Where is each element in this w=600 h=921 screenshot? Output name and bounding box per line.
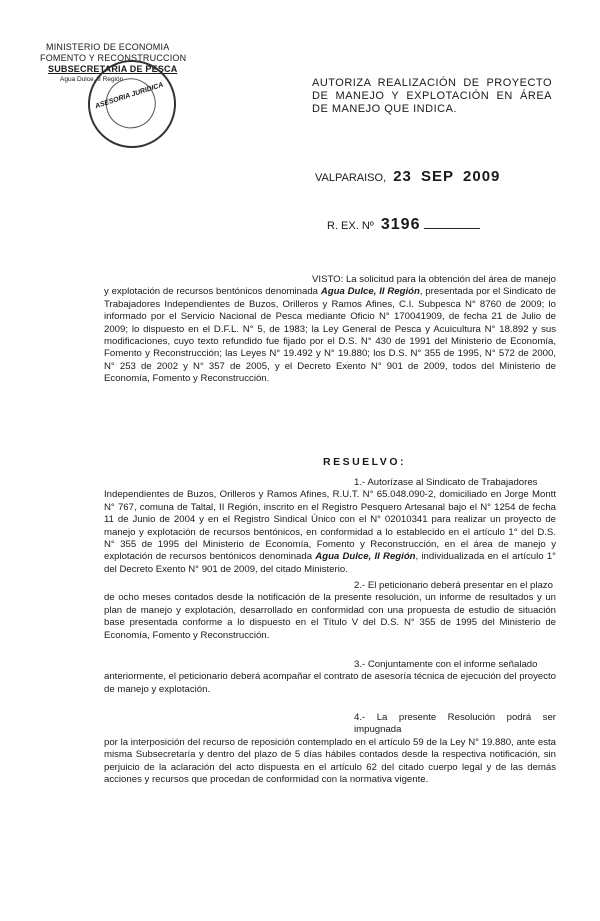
resuelvo-heading: RESUELVO: [323,456,406,468]
item-4-lead: 4.- La presente Resolución podrá ser impugnada [354,712,556,736]
resolution-label: R. EX. Nº [327,220,374,232]
resolution-number [327,216,480,234]
ministry-line-3: SUBSECRETARIA DE PESCA [48,64,178,74]
date-year: 2009 [463,168,501,185]
date-day: 23 [393,168,412,185]
subject-title: AUTORIZA REALIZACIÓN DE PROYECTO DE MANEJO Y EXPLOTACIÓN EN ÁREA DE MANEJO QUE INDICA. [312,77,552,115]
visto-paragraph [104,274,556,386]
item-1-body: Independientes de Buzos, Orilleros y Ramos Afines, R.U.T. N° 65.048.090-2, domiciliado en Jorge Montt N° 767, comuna de Taltal, II Región, inscrito en el Registro Pesquero Artesanal bajo el N° 1254 de fecha 11 de Junio de 2004 y en el Registro Sindical Único con el N° 02010341 para realizar un proyecto de manejo y explotación de recursos bentónicos, en conformidad a lo establecido en el artículo 1° del D.S. N° 355 de 1995 del Ministerio de Economía, Fomento y Reconstrucción, en el área de manejo y explotación de recursos bentónicos denominada Agua Dulce, II Región, individualizada en el artículo 1° del Decreto Exento N° 901 de 2009, del citado Ministerio. [104,489,556,575]
seal-inner-text: ASESORIA JURIDICA [94,81,165,111]
ministry-line-2: FOMENTO Y RECONSTRUCCION [40,53,187,63]
item-2-body: de ocho meses contados desde la notificación de la presente resolución, un informe de resultados y un plan de manejo y explotación, desarrollado en conformidad con una propuesta de estudio de situación base presentada conforme a lo dispuesto en el Título V del D.S. N° 355 de 1995 del Ministerio de Economía, Fomento y Reconstrucción. [104,592,556,641]
ministry-line-1: MINISTERIO DE ECONOMIA [46,42,170,52]
item-3-lead: 3.- Conjuntamente con el informe señalado [354,659,538,670]
resolution-item-2 [104,580,556,642]
visto-body: de manejo y explotación de recursos bentónicos denominada Agua Dulce, II Región, presentada por el Sindicato de Trabajadores Independientes de Buzos, Orilleros y Ramos Afines, C.I. Subpesca N° 8760 de 2009; lo informado por el Servicio Nacional de Pesca mediante Oficio N° 170041909, de fecha 21 de Julio de 2009; lo dispuesto en el D.F.L. N° 5, de 1983; la Ley General de Pesca y Acuicultura N° 18.892 y sus modificaciones, cuyo texto refundido fue fijado por el D.S. N° 430 de 1991 del Ministerio de Economía, Fomento y Reconstrucción; las Leyes N° 19.492 y N° 19.880; los D.S. N° 355 de 1995, N° 572 de 2000, N° 253 de 2002 y N° 357 de 2005, y el Decreto Exento N° 901 de 2009, todos del Ministerio de Economía, Fomento y Reconstrucción. [104,274,556,385]
visto-lead: VISTO: La solicitud para la obtención del área [312,274,508,285]
stamp-text: Agua Dulce, II Región [60,76,124,83]
item-1-lead: 1.- Autorízase al Sindicato de Trabajadores [354,477,538,488]
resolution-item-1 [104,477,556,576]
item-4-body: por la interposición del recurso de reposición contemplado en el artículo 59 de la Ley N° 19.880, ante esta misma Subsecretaría y dentro del plazo de 5 días hábiles contados desde la respectiva notificación, sin perjuicio de la aclaración del acto dispuesta en el artículo 62 del citado cuerpo legal y de las demás acciones y recursos que procedan de conformidad con la normativa vigente. [104,736,556,786]
date-line [315,168,500,185]
date-place: VALPARAISO, [315,172,387,184]
resolution-value: 3196 [380,216,421,233]
resolution-item-4 [104,712,556,786]
date-month: SEP [420,168,454,185]
item-3-body: anteriormente, el peticionario deberá acompañar el contrato de asesoría técnica de ejecución del proyecto de manejo y explotación. [104,671,556,695]
item-2-lead: 2.- El peticionario deberá presentar en el plazo [354,580,553,591]
resolution-item-3 [104,659,556,696]
